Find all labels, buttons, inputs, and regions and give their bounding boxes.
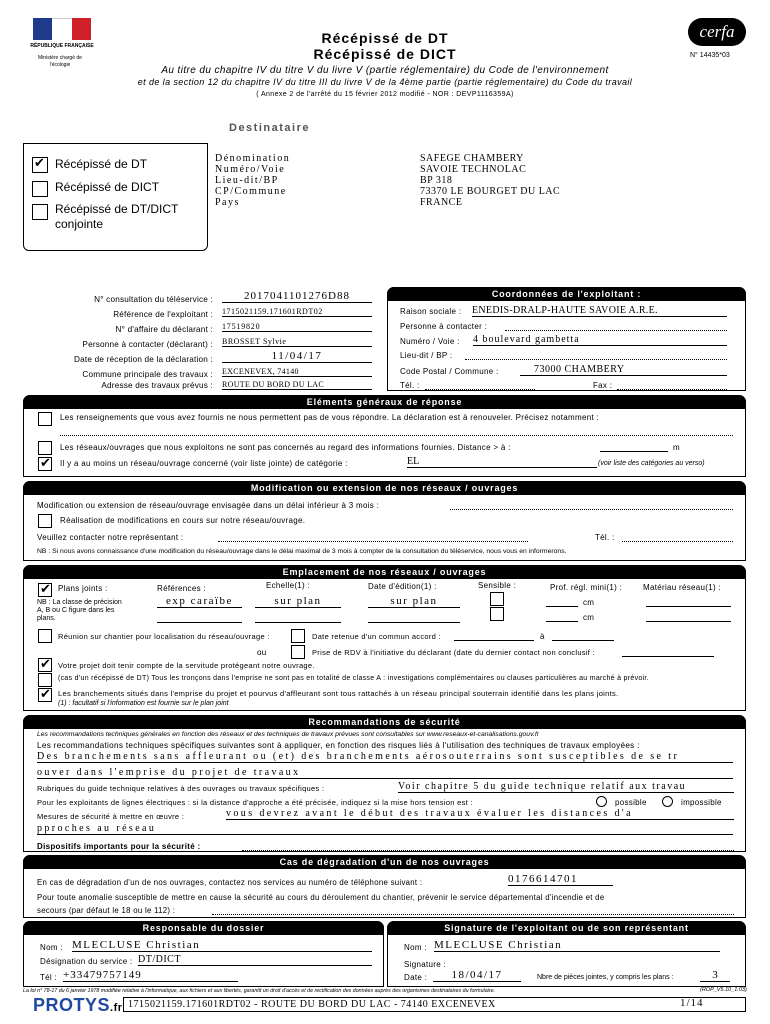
checkbox-sensible-1[interactable]	[490, 592, 504, 606]
field-renouveler[interactable]	[60, 435, 733, 436]
value-degradation-phone[interactable]: 0176614701	[508, 873, 613, 886]
label-possible: possible	[615, 798, 647, 807]
label-tel-representant: Tél. :	[595, 533, 615, 542]
footer-code: (ROP_V5.10_1.03)	[700, 987, 747, 993]
protys-brand: PROTYS	[33, 995, 111, 1015]
field-secours[interactable]	[212, 914, 734, 915]
label-pieces: Nbre de pièces jointes, y compris les plans :	[537, 974, 674, 981]
value-sig-nom[interactable]: MLECLUSE Christian	[434, 939, 720, 952]
text-rdv: Prise de RDV à l'initiative du déclarant (date du dernier contact non conclusif :	[312, 648, 595, 657]
emplacement-heading: Emplacement de nos réseaux / ouvrages	[23, 565, 746, 579]
field-a[interactable]	[552, 640, 614, 641]
label-sig-nom: Nom :	[404, 943, 427, 952]
value-cp-commune: 73370 LE BOURGET DU LAC	[420, 186, 561, 197]
republic-label: RÉPUBLIQUE FRANÇAISE	[30, 43, 94, 49]
value-voie-exploitant[interactable]: 4 boulevard gambetta	[473, 334, 727, 346]
text-a: à	[540, 632, 545, 641]
footer-reference	[123, 997, 746, 1012]
label-raison-sociale: Raison sociale :	[400, 307, 462, 316]
radio-impossible[interactable]	[662, 796, 673, 807]
text-rubriques: Rubriques du guide technique relatives à des ouvrages ou travaux spécifiques :	[37, 784, 325, 793]
footer-page: 1/14	[680, 997, 704, 1009]
destinataire-heading: Destinataire	[229, 122, 310, 134]
label-dispositifs: Dispositifs importants pour la sécurité :	[37, 842, 201, 851]
label-resp-designation: Désignation du service :	[40, 957, 133, 966]
text-reco-generales: Les recommandations techniques générales en fonction des réseaux et des techniques de travaux prévues sont consultables sur www.reseaux-et-canalisations.gouv.fr	[37, 731, 539, 738]
label-lieu-exploitant: Lieu-dit / BP :	[400, 351, 453, 360]
field-cp-commune: CP/Commune	[215, 186, 287, 197]
title-dt: Récépissé de DT	[321, 30, 449, 46]
text-modif-nb: NB : Si nous avons connaissance d'une modification du réseau/ouvrage dans le délai maximal de 3 mois à compter de la consultation du téléservice, nous vous en informerons.	[37, 548, 567, 555]
field-materiau-2[interactable]	[646, 621, 731, 622]
value-rubriques[interactable]: Voir chapitre 5 du guide technique relatif aux travau	[398, 781, 734, 793]
footer-law: La loi n° 78-17 du 6 janvier 1978 modifiée relative à l'informatique, aux fichiers et aux libertés, garantit un droit d'accès et de rectification des données auprès des organismes destinataires du formulaire.	[23, 988, 496, 994]
value-lieu-exploitant[interactable]	[465, 359, 727, 360]
label-commune: Commune principale des travaux :	[82, 370, 213, 379]
checkbox-recepisse-dict[interactable]	[32, 181, 48, 197]
checkbox-concerne[interactable]	[38, 457, 52, 471]
text-servitude: Votre projet doit tenir compte de la servitude protégeant notre ouvrage.	[58, 661, 315, 670]
value-contact-declarant[interactable]: BROSSET Sylvie	[222, 337, 372, 347]
label-references: Références :	[157, 584, 206, 593]
label-resp-tel: Tél :	[40, 973, 58, 982]
label-date-edition: Date d'édition(1) :	[368, 582, 437, 591]
unit-cm-2: cm	[583, 613, 595, 622]
field-denomination: Dénomination	[215, 153, 291, 164]
value-contact-exploitant[interactable]	[505, 330, 727, 331]
value-commune[interactable]: EXCENEVEX, 74140	[222, 367, 372, 377]
checkbox-branchements[interactable]	[38, 688, 52, 702]
left-info-labels	[23, 292, 213, 393]
field-date-retenue[interactable]	[454, 640, 534, 641]
text-modif-3mois: Modification ou extension de réseau/ouvrage envisagée dans un délai inférieur à 3 mois :	[37, 501, 380, 510]
text-mesures: Mesures de sécurité à mettre en œuvre :	[37, 812, 185, 821]
checkbox-date-retenue[interactable]	[291, 629, 305, 643]
ministry-label: Ministère chargé de l'écologie	[38, 55, 82, 68]
elements-heading: Eléments généraux de réponse	[23, 395, 746, 409]
subtitle-env: Au titre du chapitre IV du titre V du livre V (partie réglementaire) du Code de l'environnement	[161, 65, 609, 76]
text-secours: secours (par défaut le 18 ou le 112) :	[37, 906, 176, 915]
text-reco-specifiques: Les recommandations techniques spécifiques suivantes sont à appliquer, en fonction des risques liés à l'utilisation des techniques de travaux employées :	[37, 741, 640, 750]
field-tel-representant[interactable]	[622, 541, 733, 542]
signature-heading: Signature de l'exploitant ou de son représentant	[387, 921, 746, 935]
field-rdv[interactable]	[622, 656, 714, 657]
checkbox-modif-en-cours[interactable]	[38, 514, 52, 528]
label-tel-exploitant: Tél. :	[400, 381, 420, 390]
value-pays: FRANCE	[420, 197, 463, 208]
checkbox-reunion[interactable]	[38, 629, 52, 643]
value-categorie[interactable]: EL	[407, 456, 597, 468]
text-facultatif: (1) : facultatif si l'information est fournie sur le plan joint	[58, 700, 229, 707]
checkbox-rdv[interactable]	[291, 645, 305, 659]
label-prof: Prof. régl. mini(1) :	[550, 583, 623, 592]
label-ref-exploitant: Référence de l'exploitant :	[113, 310, 213, 319]
text-ou: ou	[257, 648, 267, 657]
checkbox-dt-classe[interactable]	[38, 673, 52, 687]
field-lieu-dit: Lieu-dit/BP	[215, 175, 279, 186]
value-resp-tel[interactable]: +33479757149	[63, 969, 238, 982]
value-reco-line1[interactable]: Des branchements sans affleurant ou (et) des branchements aérosouterrains sont susceptibles de se tr	[37, 751, 733, 763]
destinataire-values	[420, 153, 560, 208]
value-fax-exploitant[interactable]	[617, 389, 727, 390]
protys-suffix: .fr	[110, 1002, 123, 1014]
field-prof-1[interactable]	[546, 606, 578, 607]
note-categories: (voir liste des catégories au verso)	[598, 460, 705, 467]
value-numero-voie: SAVOIE TECHNOLAC	[420, 164, 527, 175]
value-reco-line2[interactable]: ouver dans l'emprise du projet de travaux	[37, 767, 733, 779]
field-distance[interactable]	[600, 451, 668, 452]
exploitant-heading: Coordonnées de l'exploitant :	[387, 287, 746, 301]
cerfa-logo: cerfa	[688, 18, 746, 46]
text-degradation: En cas de dégradation d'un de nos ouvrages, contactez nos services au numéro de téléphone suivant :	[37, 878, 423, 887]
value-cp-exploitant[interactable]: 73000 CHAMBERY	[520, 364, 727, 376]
value-ref-exploitant[interactable]: 1715021159.171601RDT02	[222, 307, 372, 317]
field-dispositifs[interactable]	[242, 850, 734, 851]
field-representant[interactable]	[218, 541, 528, 542]
checkbox-renouveler[interactable]	[38, 412, 52, 426]
subtitle-arrete: ( Annexe 2 de l'arrêté du 15 février 2012 modifié - NOR : DEVP1116359A)	[256, 91, 514, 98]
label-affaire: N° d'affaire du déclarant :	[115, 325, 213, 334]
checkbox-plans-joints[interactable]	[38, 583, 52, 597]
text-anomalie: Pour toute anomalie susceptible de mettre en cause la sécurité au cours du déroulement du chantier, prévenir le service départemental d'incendie et de	[37, 893, 605, 902]
value-resp-designation[interactable]: DT/DICT	[138, 954, 372, 966]
field-materiau-1[interactable]	[646, 606, 731, 607]
text-date-retenue: Date retenue d'un commun accord :	[312, 632, 441, 641]
label-adresse: Adresse des travaux prévus :	[101, 381, 213, 390]
checkbox-recepisse-conjointe[interactable]	[32, 204, 48, 220]
subtitle-travail: et de la section 12 du chapitre IV du titre III du livre V de la 4ème partie (partie réglementaire) du Code du travail	[137, 77, 633, 87]
value-affaire[interactable]: 17519820	[222, 322, 372, 332]
field-pays: Pays	[215, 197, 240, 208]
destinataire-field-labels	[215, 153, 290, 208]
field-prof-2[interactable]	[546, 621, 578, 622]
label-signature: Signature :	[404, 960, 446, 969]
option-dt-label: Récépissé de DT	[55, 157, 148, 171]
unit-distance: m	[673, 443, 680, 452]
value-date-reception[interactable]: 11/04/17	[222, 350, 372, 363]
option-conjointe-label: Récépissé de DT/DICT conjointe	[55, 202, 179, 231]
text-concerne: Il y a au moins un réseau/ouvrage concerné (voir liste jointe) de catégorie :	[60, 459, 348, 468]
title-dict: Récépissé de DICT	[313, 46, 457, 62]
checkbox-non-concernes[interactable]	[38, 441, 52, 455]
field-reference-2[interactable]	[157, 622, 242, 623]
option-dict-label: Récépissé de DICT	[55, 180, 160, 194]
text-modif-en-cours: Réalisation de modifications en cours sur notre réseau/ouvrage.	[60, 516, 306, 525]
value-sig-date[interactable]: 18/04/17	[433, 969, 521, 982]
value-tel-exploitant[interactable]	[425, 389, 535, 390]
checkbox-sensible-2[interactable]	[490, 607, 504, 621]
value-date-edition[interactable]: sur plan	[368, 595, 460, 608]
checkbox-recepisse-dt[interactable]	[32, 157, 48, 173]
label-date-reception: Date de réception de la déclaration :	[74, 355, 213, 364]
text-lignes-electriques: Pour les exploitants de lignes électriques : si la distance d'approche a été précisée, indiquez si la mise hors tension est :	[37, 798, 473, 807]
footer-ref-text: 1715021159.171601RDT02 - ROUTE DU BORD DU LAC - 74140 EXCENEVEX	[128, 999, 496, 1010]
label-cp-exploitant: Code Postal / Commune :	[400, 367, 499, 376]
label-resp-nom: Nom :	[40, 943, 63, 952]
label-plans-joints: Plans joints :	[58, 584, 108, 593]
securite-heading: Recommandations de sécurité	[23, 715, 746, 729]
responsable-heading: Responsable du dossier	[23, 921, 384, 935]
value-lieu-dit: BP 318	[420, 175, 453, 186]
radio-possible[interactable]	[596, 796, 607, 807]
text-contacter: Veuillez contacter notre représentant :	[37, 533, 184, 542]
degradation-heading: Cas de dégradation d'un de nos ouvrages	[23, 855, 746, 869]
value-reference[interactable]: exp caraïbe	[157, 595, 242, 608]
label-impossible: impossible	[681, 798, 722, 807]
value-adresse[interactable]: ROUTE DU BORD DU LAC	[222, 380, 372, 390]
text-non-concernes: Les réseaux/ouvrages que nous exploitons ne sont pas concernés au regard des informations fournies. Distance > à :	[60, 443, 511, 452]
text-branchements: Les branchements situés dans l'emprise du projet et pourvus d'affleurant sont tous rattachés à un réseau principal souterrain identifié dans les plans joints.	[58, 689, 619, 698]
field-echelle-2[interactable]	[255, 622, 341, 623]
label-echelle: Echelle(1) :	[266, 581, 311, 590]
modif-heading: Modification ou extension de nos réseaux / ouvrages	[23, 481, 746, 495]
text-reunion: Réunion sur chantier pour localisation du réseau/ouvrage :	[58, 632, 270, 641]
text-dt-classe: (cas d'un récépissé de DT) Tous les tronçons dans l'emprise ne sont pas en totalité de classe A : investigations complémentaires ou clauses particulières au marché à prévoir.	[58, 675, 649, 682]
value-mesures-line1[interactable]: vous devrez avant le début des travaux évaluer les distances d'a	[226, 808, 734, 820]
text-precision-nb: NB : La classe de précision A, B ou C figure dans les plans.	[37, 599, 122, 622]
protys-logo	[33, 995, 123, 1016]
checkbox-servitude[interactable]	[38, 658, 52, 672]
value-consultation[interactable]: 2017041101276D88	[222, 290, 372, 303]
label-sig-date: Date :	[404, 973, 428, 982]
label-fax-exploitant: Fax :	[593, 381, 613, 390]
value-pieces[interactable]: 3	[700, 969, 730, 982]
value-raison-sociale[interactable]: ENEDIS-DRALP-HAUTE SAVOIE A.R.E.	[472, 305, 727, 317]
field-modif-3mois[interactable]	[450, 509, 733, 510]
label-contact-declarant: Personne à contacter (déclarant) :	[82, 340, 213, 349]
label-materiau: Matériau réseau(1) :	[643, 583, 722, 592]
value-echelle[interactable]: sur plan	[255, 595, 341, 608]
field-date-edition-2[interactable]	[368, 622, 460, 623]
unit-cm-1: cm	[583, 598, 595, 607]
value-denomination: SAFEGE CHAMBERY	[420, 153, 524, 164]
label-contact-exploitant: Personne à contacter :	[400, 322, 488, 331]
cerfa-number: N° 14435*03	[690, 52, 730, 59]
value-resp-nom[interactable]: MLECLUSE Christian	[72, 939, 372, 952]
label-voie-exploitant: Numéro / Voie :	[400, 337, 460, 346]
label-sensible: Sensible :	[478, 581, 517, 590]
field-numero-voie: Numéro/Voie	[215, 164, 286, 175]
text-renouveler: Les renseignements que vous avez fournis ne nous permettent pas de vous répondre. La déclaration est à renouveler. Précisez notamment :	[60, 413, 600, 422]
value-mesures-line2[interactable]: pproches au réseau	[37, 823, 733, 835]
label-consultation: N° consultation du téléservice :	[94, 295, 213, 304]
